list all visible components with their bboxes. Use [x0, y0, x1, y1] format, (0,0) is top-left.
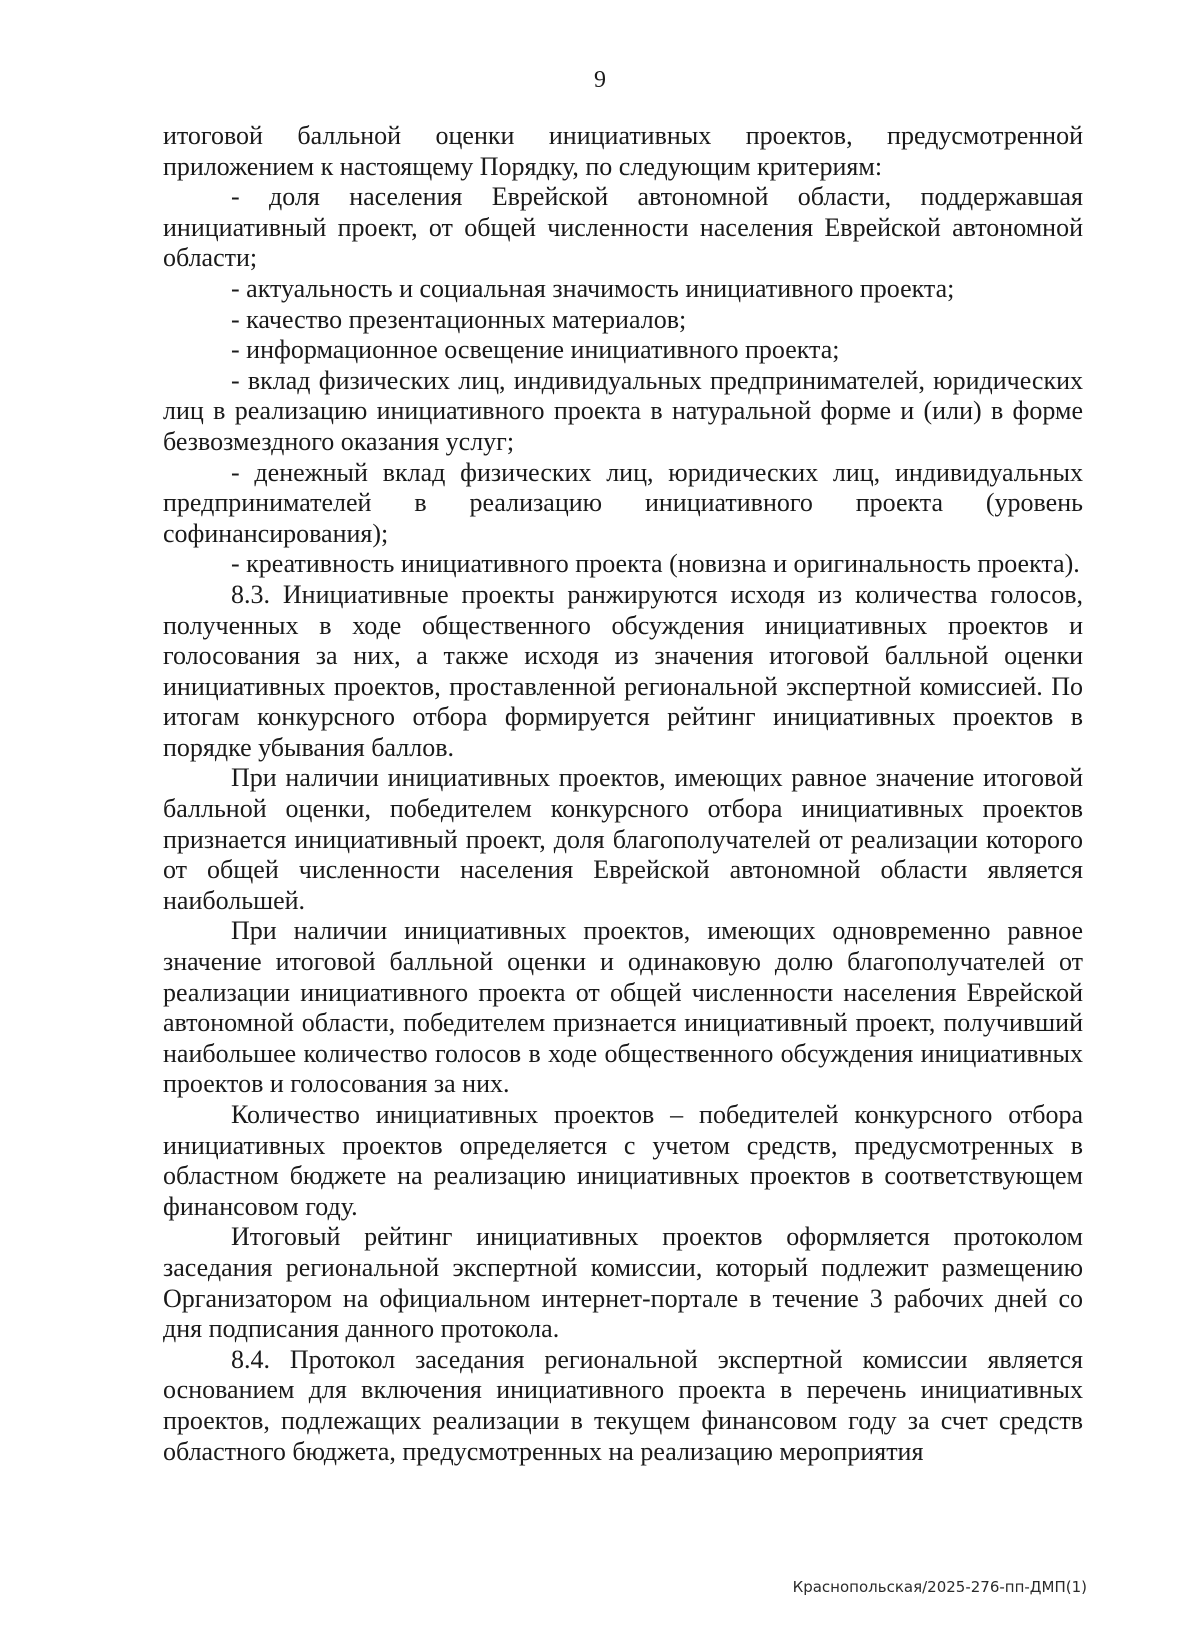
- criterion-presentation-quality: - качество презентационных материалов;: [231, 304, 687, 334]
- criterion-in-kind-contribution: - вклад физических лиц, индивидуальных предпринимателей, юридических лиц в реализацию инициативного проекта в натуральной форме и (или) в форме безвозмездного оказания услуг;: [163, 365, 1083, 456]
- document-body: [163, 121, 1083, 1467]
- criterion-population-share: - доля населения Еврейской автономной области, поддержавшая инициативный проект, от общей численности населения Еврейской автономной области;: [163, 182, 1083, 273]
- criterion-monetary-contribution: - денежный вклад физических лиц, юридических лиц, индивидуальных предпринимателей в реализацию инициативного проекта (уровень софинансирования);: [163, 457, 1083, 548]
- paragraph-number-of-winners: Количество инициативных проектов – победителей конкурсного отбора инициативных проектов определяется с учетом средств, предусмотренных в областном бюджете на реализацию инициативных проектов в соответствующем финансовом году.: [163, 1100, 1083, 1221]
- paragraph-final-rating: Итоговый рейтинг инициативных проектов оформляется протоколом заседания региональной экспертной комиссии, который подлежит размещению Организатором на официальном интернет-портале в течение 3 рабочих дней со дня подписания данного протокола.: [163, 1222, 1083, 1344]
- clause-8-3: 8.3. Инициативные проекты ранжируются исходя из количества голосов, полученных в ходе общественного обсуждения инициативных проектов и голосования за них, а также исходя из значения итоговой балльной оценки инициативных проектов, проставленной региональной экспертной комиссией. По итогам конкурсного отбора формируется рейтинг инициативных проектов в порядке убывания баллов.: [163, 579, 1083, 762]
- page-number: 9: [594, 67, 606, 93]
- criterion-information-coverage: - информационное освещение инициативного проекта;: [231, 335, 840, 365]
- clause-8-4: 8.4. Протокол заседания региональной экспертной комиссии является основанием для включения инициативного проекта в перечень инициативных проектов, подлежащих реализации в текущем финансовом году за счет средств областного бюджета, предусмотренных на реализацию мероприятия: [163, 1344, 1083, 1466]
- criterion-relevance: - актуальность и социальная значимость инициативного проекта;: [231, 273, 955, 303]
- paragraph-criteria-intro: итоговой балльной оценки инициативных проектов, предусмотренной приложением к настоящему Порядку, по следующим критериям:: [163, 121, 1083, 181]
- criterion-creativity: - креативность инициативного проекта (новизна и оригинальность проекта).: [231, 549, 1080, 579]
- paragraph-equal-score-rule: При наличии инициативных проектов, имеющих равное значение итоговой балльной оценки, победителем конкурсного отбора инициативных проектов признается инициативный проект, доля благополучателей от реализации которого от общей численности населения Еврейской автономной области является наибольшей.: [163, 763, 1083, 915]
- document-code: Краснопольская/2025-276-пп-ДМП(1): [792, 1578, 1087, 1596]
- paragraph-equal-score-and-share-rule: При наличии инициативных проектов, имеющих одновременно равное значение итоговой балльной оценки и одинаковую долю благополучателей от реализации инициативного проекта от общей численности населения Еврейской автономной области, победителем признается инициативный проект, получивший наибольшее количество голосов в ходе общественного обсуждения инициативных проектов и голосования за них.: [163, 916, 1083, 1099]
